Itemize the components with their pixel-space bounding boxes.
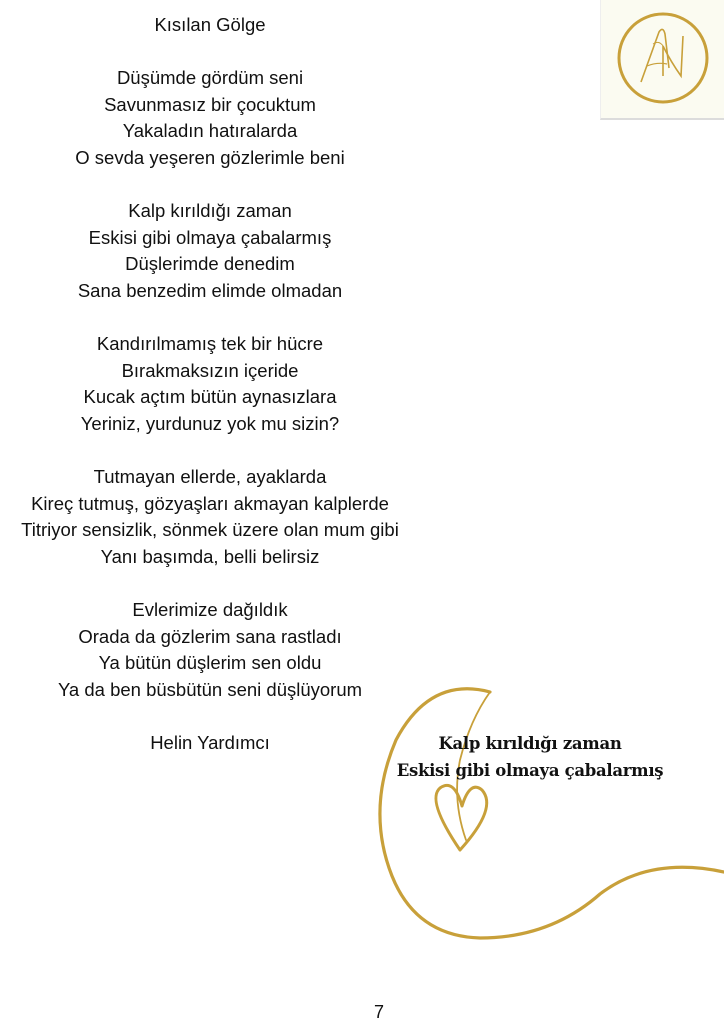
poem-line: Evlerimize dağıldık xyxy=(132,599,288,621)
poem-line: Kucak açtım bütün aynasızlara xyxy=(83,386,337,408)
poem-line: Sana benzedim elimde olmadan xyxy=(77,279,343,301)
poem-line: O sevda yeşeren gözlerimle beni xyxy=(75,146,345,168)
poem-line: Düşlerimde denedim xyxy=(125,253,295,275)
quote-block xyxy=(380,730,680,784)
poem-line: Savunmasız bir çocuktum xyxy=(104,93,316,115)
logo-box xyxy=(600,0,724,120)
poem-line: Yakaladın hatıralarda xyxy=(122,120,298,142)
poem-line: Ya bütün düşlerim sen oldu xyxy=(98,652,322,674)
poem xyxy=(0,12,420,757)
poem-line: Düşümde gördüm seni xyxy=(116,67,304,89)
poem-line: Kireç tutmuş, gözyaşları akmayan kalplerde xyxy=(31,492,389,514)
stanza-gap xyxy=(0,570,420,597)
gold-swirl-heart-icon xyxy=(370,680,724,950)
poem-line: Bırakmaksızın içeride xyxy=(121,359,299,381)
quote-line-2: Eskisi gibi olmaya çabalarmış xyxy=(396,761,664,780)
quote-line-1: Kalp kırıldığı zaman xyxy=(438,734,622,753)
poem-line: Orada da gözlerim sana rastladı xyxy=(78,625,342,647)
stanza-gap xyxy=(0,703,420,730)
stanza-gap xyxy=(0,172,420,199)
poem-line: Yanı başımda, belli belirsiz xyxy=(100,545,320,567)
poem-line: Kalp kırıldığı zaman xyxy=(128,200,292,222)
poem-line: Eskisi gibi olmaya çabalarmış xyxy=(88,226,332,248)
poem-author: Helin Yardımcı xyxy=(150,732,270,754)
poem-line: Tutmayan ellerde, ayaklarda xyxy=(93,466,327,488)
poem-line: Titriyor sensizlik, sönmek üzere olan mum gibi xyxy=(21,519,399,541)
poem-line: Kandırılmamış tek bir hücre xyxy=(96,333,324,355)
poem-line: Ya da ben büsbütün seni düşlüyorum xyxy=(57,678,363,700)
poem-line: Yeriniz, yurdunuz yok mu sizin? xyxy=(80,412,340,434)
gold-circle-monogram-logo-icon xyxy=(611,6,715,110)
poem-title: Kısılan Gölge xyxy=(154,14,266,35)
stanza-gap xyxy=(0,438,420,465)
stanza-gap xyxy=(0,305,420,332)
page-number: 7 xyxy=(373,1002,384,1022)
stanza-gap xyxy=(0,39,420,66)
